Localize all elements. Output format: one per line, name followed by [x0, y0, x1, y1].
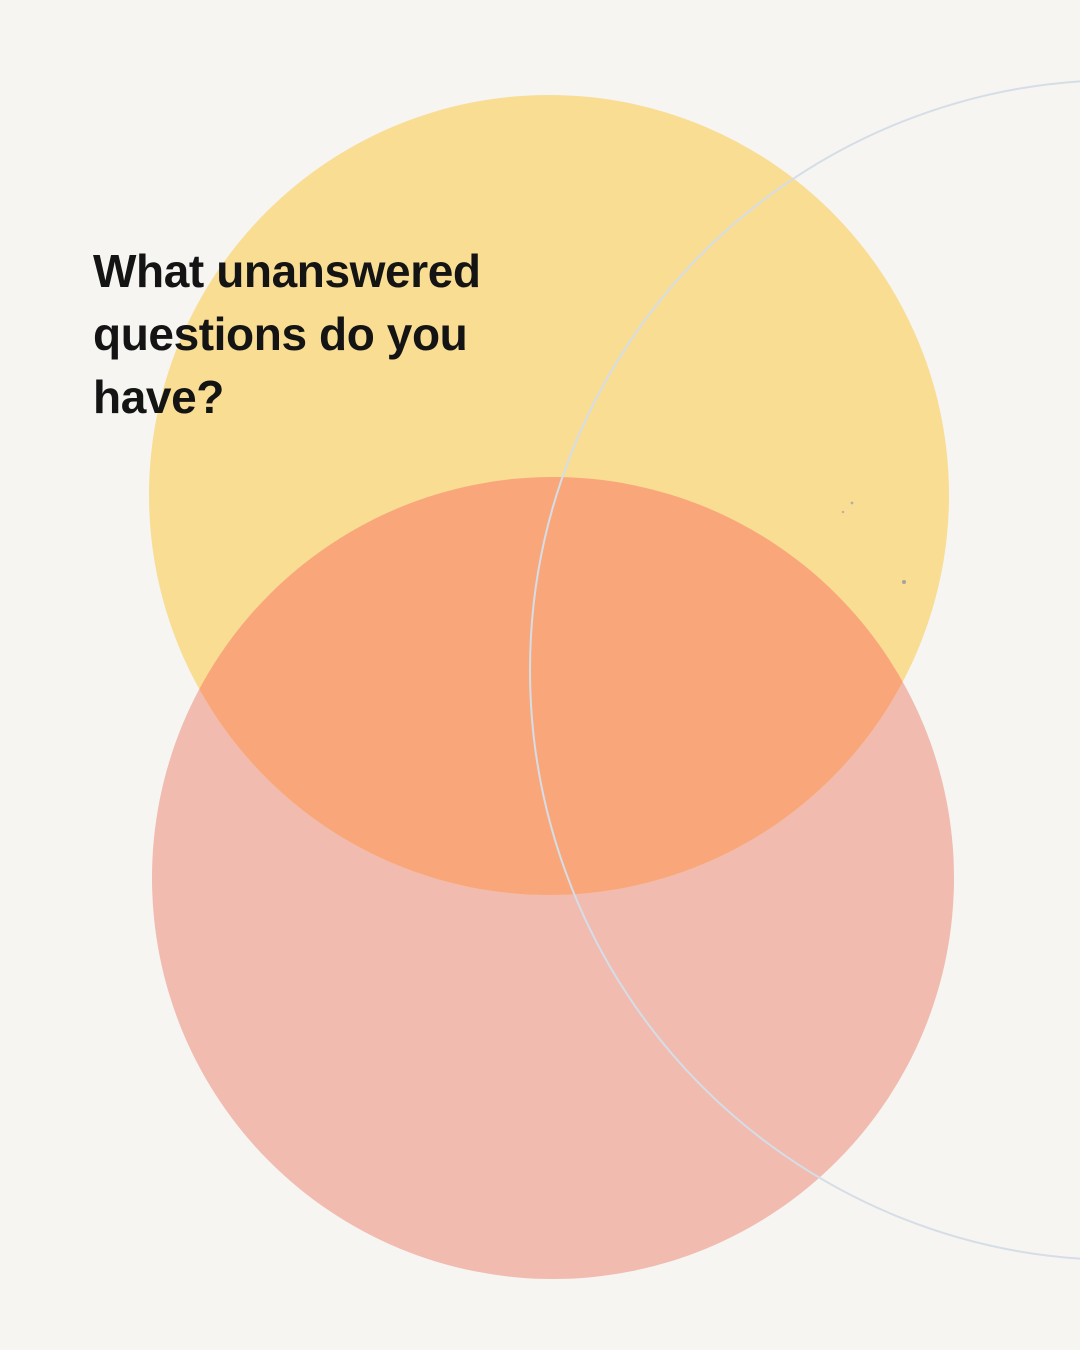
question-heading: [93, 240, 553, 429]
question-line-2: questions do you: [93, 308, 468, 360]
paper-speck: [851, 502, 854, 505]
paper-speck: [842, 511, 844, 513]
question-line-3: have?: [93, 371, 224, 423]
question-line-1: What unanswered: [93, 245, 481, 297]
paper-speck: [902, 580, 906, 584]
